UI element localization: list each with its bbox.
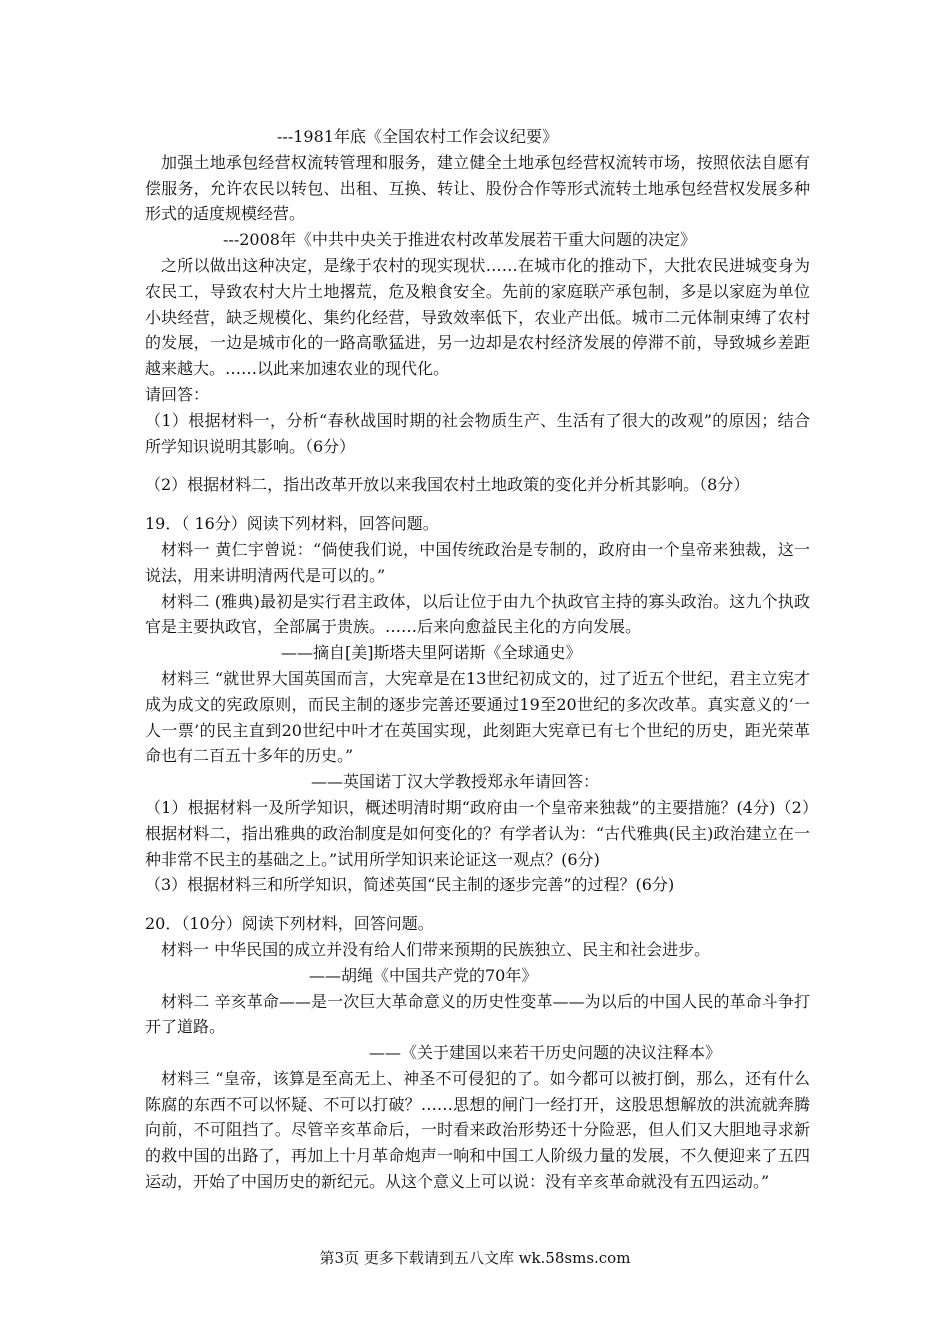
q19-questions-1-2: （1）根据材料一及所学知识，概述明清时期“政府由一个皇帝来独裁”的主要措施？(4分)（2）根据材料二，指出雅典的政治制度是如何变化的？有学者认为：“古代雅典(民主)政治建立在一种非常不民主的基础之上。”试用所学知识来论证这一观点？(6分) — [145, 797, 810, 869]
q20-material-1: 材料一 中华民国的成立并没有给人们带来预期的民族独立、民主和社会进步。 — [161, 939, 711, 959]
document-body — [145, 124, 810, 1195]
material-2008-paragraph: 加强土地承包经营权流转管理和服务，建立健全土地承包经营权流转市场，按照依法自愿有偿服务，允许农民以转包、出租、互换、转让、股份合作等形式流转土地承包经营权发展多种形式的适度规模经营。 — [145, 152, 810, 224]
question-18-1: （1）根据材料一，分析“春秋战国时期的社会物质生产、生活有了很大的改观”的原因；结合所学知识说明其影响。（6分） — [145, 410, 810, 456]
reason-paragraph: 之所以做出这种决定，是缘于农村的现实现状……在城市化的推动下，大批农民进城变身为农民工，导致农村大片土地撂荒，危及粮食安全。先前的家庭联产承包制，多是以家庭为单位小块经营，缺乏规模化、集约化经营，导致效率低下，农业产出低。城市二元体制束缚了农村的发展，一边是城市化的一路高歌猛进，另一边却是农村经济发展的停滞不前，导致城乡差距越来越大。……以此来加速农业的现代化。 — [145, 255, 810, 379]
source-1981: ---1981年底《全国农村工作会议纪要》 — [277, 127, 558, 146]
question-19-heading: 19．（ 16分）阅读下列材料，回答问题。 — [145, 514, 439, 534]
q20-material-1-source: ——胡绳《中国共产党的70年》 — [309, 965, 538, 985]
q20-material-3: 材料三 “皇帝，该算是至高无上、神圣不可侵犯的了。如今都可以被打倒，那么，还有什么陈腐的东西不可以怀疑、不可以打破？……思想的闸门一经打开，这股思想解放的洪流就奔腾向前，不可阻挡了。尽管辛亥革命后，一时看来政治形势还十分险恶，但人们又大胆地寻求新的救中国的出路了，再加上十月革命炮声一响和中国工人阶级力量的发展，不久便迎来了五四运动，开始了中国历史的新纪元。从这个意义上可以说：没有辛亥革命就没有五四运动。” — [145, 1068, 810, 1192]
q19-material-3: 材料三 “就世界大国英国而言，大宪章是在13世纪初成文的，过了近五个世纪，君主立宪才成为成文的宪政原则，而民主制的逐步完善还要通过19至20世纪的多次改革。真实意义的‘一人一票’的民主直到20世纪中叶才在英国实现，此刻距大宪章已有七个世纪的历史，距光荣革命也有二百五十多年的历史。” — [145, 668, 810, 766]
question-20-heading: 20．（10分）阅读下列材料，回答问题。 — [145, 914, 434, 934]
page-footer: 第3页 更多下载请到五八文库 wk.58sms.com — [319, 1249, 631, 1267]
question-18-2: （2）根据材料二，指出改革开放以来我国农村土地政策的变化并分析其影响。（8分） — [145, 475, 750, 495]
q19-material-2: 材料二 (雅典)最初是实行君主政体，以后让位于由九个执政官主持的寡头政治。这九个执政官是主要执政官，全部属于贵族。……后来向愈益民主化的方向发展。 — [145, 591, 810, 637]
q19-question-3: （3）根据材料三和所学知识，简述英国“民主制的逐步完善”的过程？(6分) — [145, 875, 675, 895]
q19-material-1: 材料一 黄仁宇曾说：“倘使我们说，中国传统政治是专制的，政府由一个皇帝来独裁，这一说法，用来讲明清两代是可以的。” — [145, 539, 810, 585]
source-2008: ---2008年《中共中央关于推进农村改革发展若干重大问题的决定》 — [223, 230, 696, 250]
q19-material-3-source: ——英国诺丁汉大学教授郑永年请回答： — [311, 772, 600, 792]
q19-material-2-source: ——摘自[美]斯塔夫里阿诺斯《全球通史》 — [281, 643, 582, 663]
q20-material-2-source: ——《关于建国以来若干历史问题的决议注释本》 — [369, 1043, 722, 1063]
answer-prompt: 请回答： — [145, 384, 210, 404]
q20-material-2: 材料二 辛亥革命——是一次巨大革命意义的历史性变革——为以后的中国人民的革命斗争打开了道路。 — [145, 991, 810, 1037]
